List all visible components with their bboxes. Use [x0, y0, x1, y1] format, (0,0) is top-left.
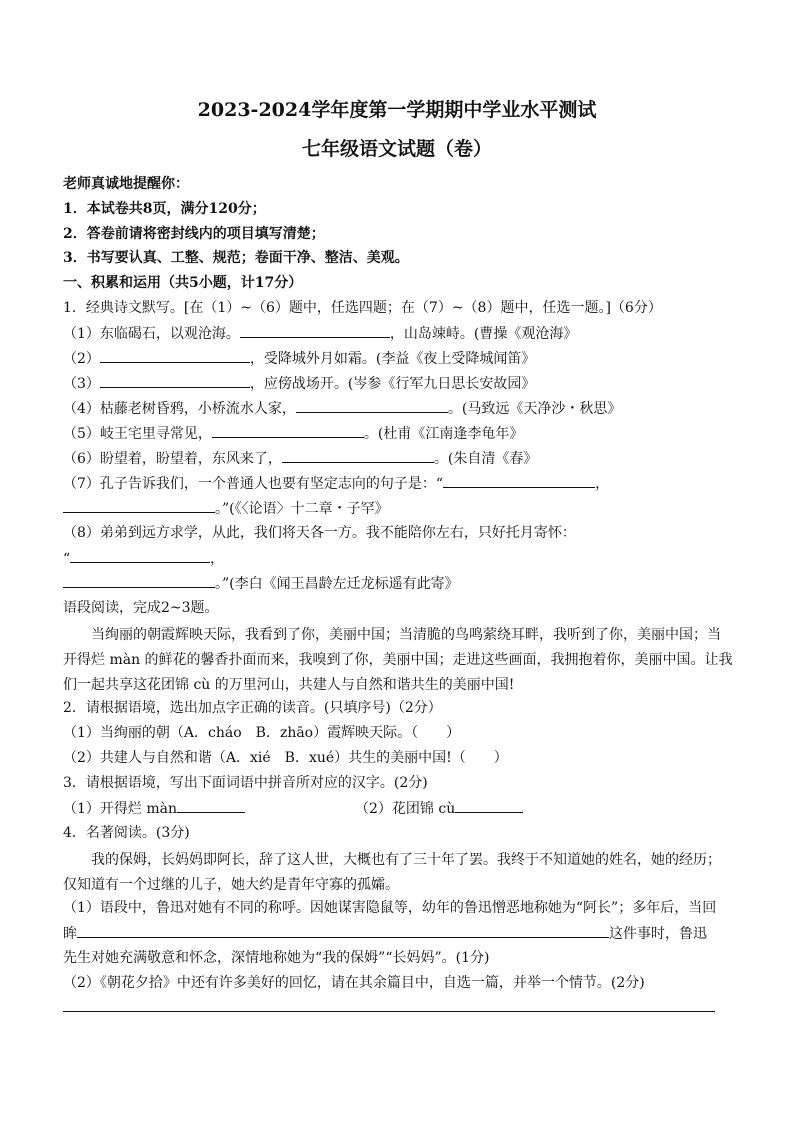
q4-stem: 4．名著阅读。(3分)	[63, 825, 190, 841]
q1-text: （2）	[63, 351, 100, 367]
q2-item-2: （2）共建人与自然和谐（A．xié B．xué）共生的美丽中国!（ ）	[63, 750, 508, 766]
q3-stem: 3．请根据语境，写出下面词语中拼音所对应的汉字。(2分)	[63, 775, 428, 791]
answer-blank[interactable]	[212, 423, 364, 438]
q1-line-7-cont	[63, 498, 734, 519]
q1-line-5	[63, 423, 734, 444]
answer-blank[interactable]	[282, 448, 434, 463]
q4-sub-1-end: 先生对她充满敬意和怀念，深情地称她为“我的保姆”“长妈妈”。(1分)	[63, 950, 490, 966]
q1-line-1	[63, 323, 734, 344]
q1-text: ，受降城外月如霜。(李益《夜上受降城闻笛》	[249, 351, 536, 367]
q1-text: 。”(《〈论语〉十二章・子罕》	[215, 501, 389, 517]
answer-blank[interactable]	[296, 398, 448, 413]
q3-items	[63, 798, 734, 819]
q1-line-7	[63, 473, 734, 494]
answer-blank[interactable]	[100, 348, 250, 363]
passage-text: 当绚丽的朝霞辉映天际，我看到了你，美丽中国；当清脆的鸟鸣萦绕耳畔，我听到了你，美丽中国；当开得烂 màn 的鲜花的馨香扑面而来，我嗅到了你，美丽中国；走进这些画面，我拥抱着你，美丽中国。让我们一起共享这花团锦 cù 的万里河山，共建人与自然和谐共生的美丽中国!	[63, 627, 733, 693]
answer-blank[interactable]	[70, 548, 210, 563]
q1-text: （6）盼望着，盼望着，东风来了，	[63, 451, 282, 467]
exam-title: 2023-2024学年度第一学期期中学业水平测试	[197, 99, 597, 121]
q3-item-2: （2）花团锦 cù	[355, 801, 456, 817]
q4-sub-2: （2）《朝花夕拾》中还有许多美好的回忆，请在其余篇目中，自选一篇，并举一个情节。(2分)	[63, 975, 645, 991]
exam-subtitle: 七年级语文试题（卷）	[301, 138, 492, 160]
q1-text: 。(马致远《天净沙・秋思》	[447, 401, 622, 417]
q1-text: 。(朱自清《春》	[433, 451, 538, 467]
answer-blank[interactable]	[63, 573, 215, 588]
section-heading: 一、积累和运用（共5小题，计17分）	[63, 275, 303, 291]
passage-intro: 语段阅读，完成2~3题。	[63, 600, 219, 616]
q1-text: （5）岐王宅里寻常见，	[63, 426, 212, 442]
answer-line[interactable]	[63, 1011, 715, 1012]
q3-item-1: （1）开得烂 màn	[63, 801, 177, 817]
q4-excerpt: 我的保姆，长妈妈即阿长，辞了这人世，大概也有了三十年了罢。我终于不知道她的姓名，她的经历；仅知道有一个过继的儿子，她大约是青年守寡的孤孀。	[63, 852, 721, 893]
q4-sub-1: （1）语段中，鲁迅对她有不同的称呼。因她谋害隐鼠等，幼年的鲁迅憎恶地称她为“阿长”；多年后，当回	[63, 900, 717, 916]
q4-text: 这件事时，鲁迅	[609, 926, 707, 942]
q1-line-8-end	[63, 573, 734, 594]
q4-text: 眸	[63, 926, 77, 942]
answer-blank[interactable]	[77, 923, 609, 938]
answer-blank[interactable]	[240, 323, 390, 338]
q1-line-8: （8）弟弟到远方求学，从此，我们将天各一方。我不能陪你左右，只好托月寄怀：	[63, 525, 576, 541]
answer-blank[interactable]	[100, 373, 250, 388]
q1-text: （1）东临碣石，以观沧海。	[63, 326, 240, 342]
q1-text: ，	[595, 476, 610, 492]
q1-text: ，山岛竦峙。(曹操《观沧海》	[389, 326, 578, 342]
q4-sub-1-cont	[63, 923, 734, 944]
q1-text: ，应傍战场开。(岑参《行军九日思长安故园》	[249, 376, 536, 392]
answer-blank[interactable]	[177, 798, 245, 813]
q1-text: 。(杜甫《江南逢李龟年》	[363, 426, 524, 442]
q2-stem: 2．请根据语境，选出加点字正确的读音。(只填序号)（2分）	[63, 700, 442, 716]
q1-line-6	[63, 448, 734, 469]
q1-stem: 1．经典诗文默写。[在（1）~（6）题中，任选四题；在（7）~（8）题中，任选一题。]（6分）	[63, 300, 662, 316]
answer-blank[interactable]	[63, 498, 215, 513]
q1-line-3	[63, 373, 734, 394]
q1-text: （7）孔子告诉我们，一个普通人也要有坚定志向的句子是：“	[63, 476, 444, 492]
notice-item: 3．书写要认真、工整、规范；卷面干净、整洁、美观。	[63, 250, 409, 266]
q2-item-1: （1）当绚丽的朝（A．cháo B．zhāo）霞辉映天际。（ ）	[63, 725, 461, 741]
q1-text: （4）枯藤老树昏鸦，小桥流水人家，	[63, 401, 296, 417]
notice-item: 2．答卷前请将密封线内的项目填写清楚；	[63, 226, 325, 242]
q1-line-2	[63, 348, 734, 369]
answer-blank[interactable]	[443, 473, 595, 488]
notice-heading: 老师真诚地提醒你：	[63, 176, 189, 192]
q1-text: “	[63, 551, 71, 567]
answer-blank[interactable]	[455, 798, 523, 813]
q1-line-8-cont	[63, 548, 734, 569]
q1-text: ，	[210, 551, 225, 567]
q1-text: 。”(李白《闻王昌龄左迁龙标遥有此寄》	[215, 576, 459, 592]
notice-item: 1．本试卷共8页，满分120分；	[63, 201, 266, 217]
q1-text: （3）	[63, 376, 100, 392]
q1-line-4	[63, 398, 734, 419]
